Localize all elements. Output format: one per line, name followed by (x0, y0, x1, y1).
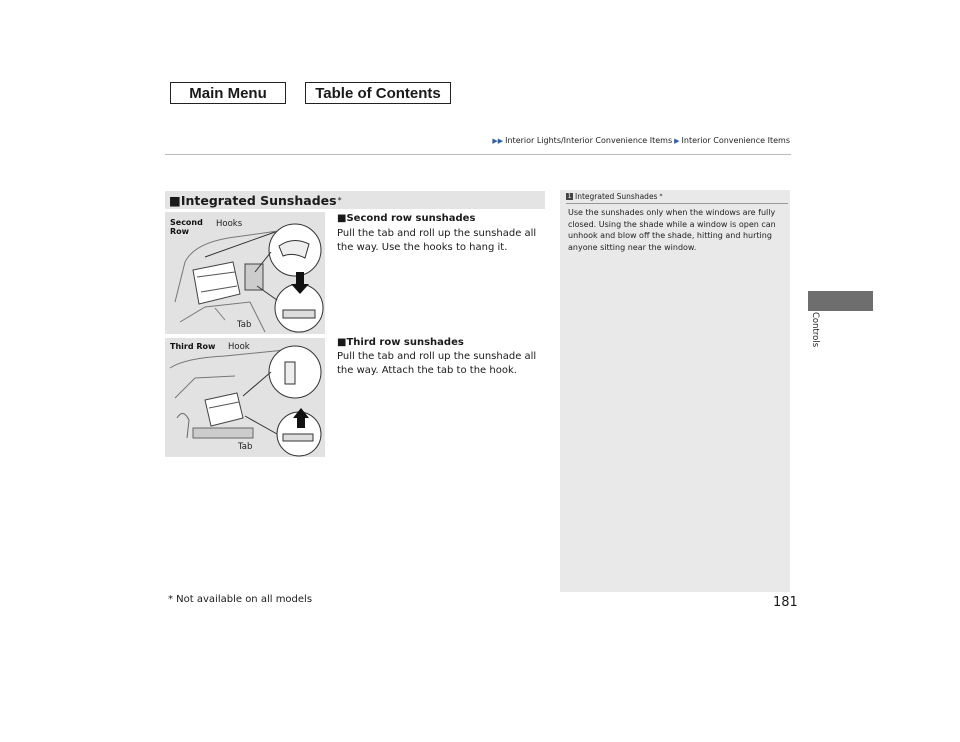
header-divider (165, 154, 791, 155)
subsection-bullet-icon: ■ (337, 213, 347, 224)
figure-second-row-label: Second Row (170, 218, 203, 236)
notes-divider (566, 203, 788, 204)
breadcrumb-arrow-icon: ▶ (674, 136, 680, 145)
third-row-heading: ■Third row sunshades (337, 337, 464, 348)
second-row-text: Pull the tab and roll up the sunshade all the way. Use the hooks to hang it. (337, 228, 537, 253)
breadcrumb-item-2[interactable]: Interior Convenience Items (681, 136, 790, 145)
reference-icon: 1 (567, 193, 572, 200)
section-title: Integrated Sunshades (180, 192, 337, 208)
figure-tab-label: Tab (238, 442, 253, 452)
third-row-illustration (165, 338, 325, 457)
third-row-text: Pull the tab and roll up the sunshade all the way. Attach the tab to the hook. (337, 351, 537, 376)
table-of-contents-button[interactable]: Table of Contents (305, 82, 451, 104)
breadcrumb-item-1[interactable]: Interior Lights/Interior Convenience Items (505, 136, 673, 145)
figure-hooks-label: Hooks (216, 219, 243, 229)
figure-tab-label: Tab (237, 320, 252, 330)
breadcrumb (492, 136, 790, 145)
subsection-bullet-icon: ■ (337, 337, 347, 348)
figure-hook-label: Hook (228, 342, 250, 352)
third-row-drawing (165, 338, 325, 457)
second-row-heading: ■Second row sunshades (337, 213, 476, 224)
section-asterisk: * (337, 195, 342, 205)
chapter-label: Controls (810, 312, 820, 348)
section-bullet-icon: ■ (169, 192, 181, 208)
section-heading (165, 191, 545, 209)
main-menu-button[interactable]: Main Menu (170, 82, 286, 104)
second-row-illustration (165, 212, 325, 334)
figure-third-row-label: Third Row (170, 342, 216, 351)
notes-panel (560, 190, 790, 592)
chapter-tab[interactable] (808, 291, 873, 311)
breadcrumb-arrow-icon: ▶▶ (492, 136, 504, 145)
notes-title: 1 Integrated Sunshades * (567, 192, 663, 201)
page-number: 181 (773, 595, 798, 610)
notes-text: Use the sunshades only when the windows are fully closed. Using the shade while a window is open can unhook and blow off the shade, hitting and hurting anyone sitting near the window. (568, 208, 776, 252)
footnote: * Not available on all models (168, 594, 313, 605)
